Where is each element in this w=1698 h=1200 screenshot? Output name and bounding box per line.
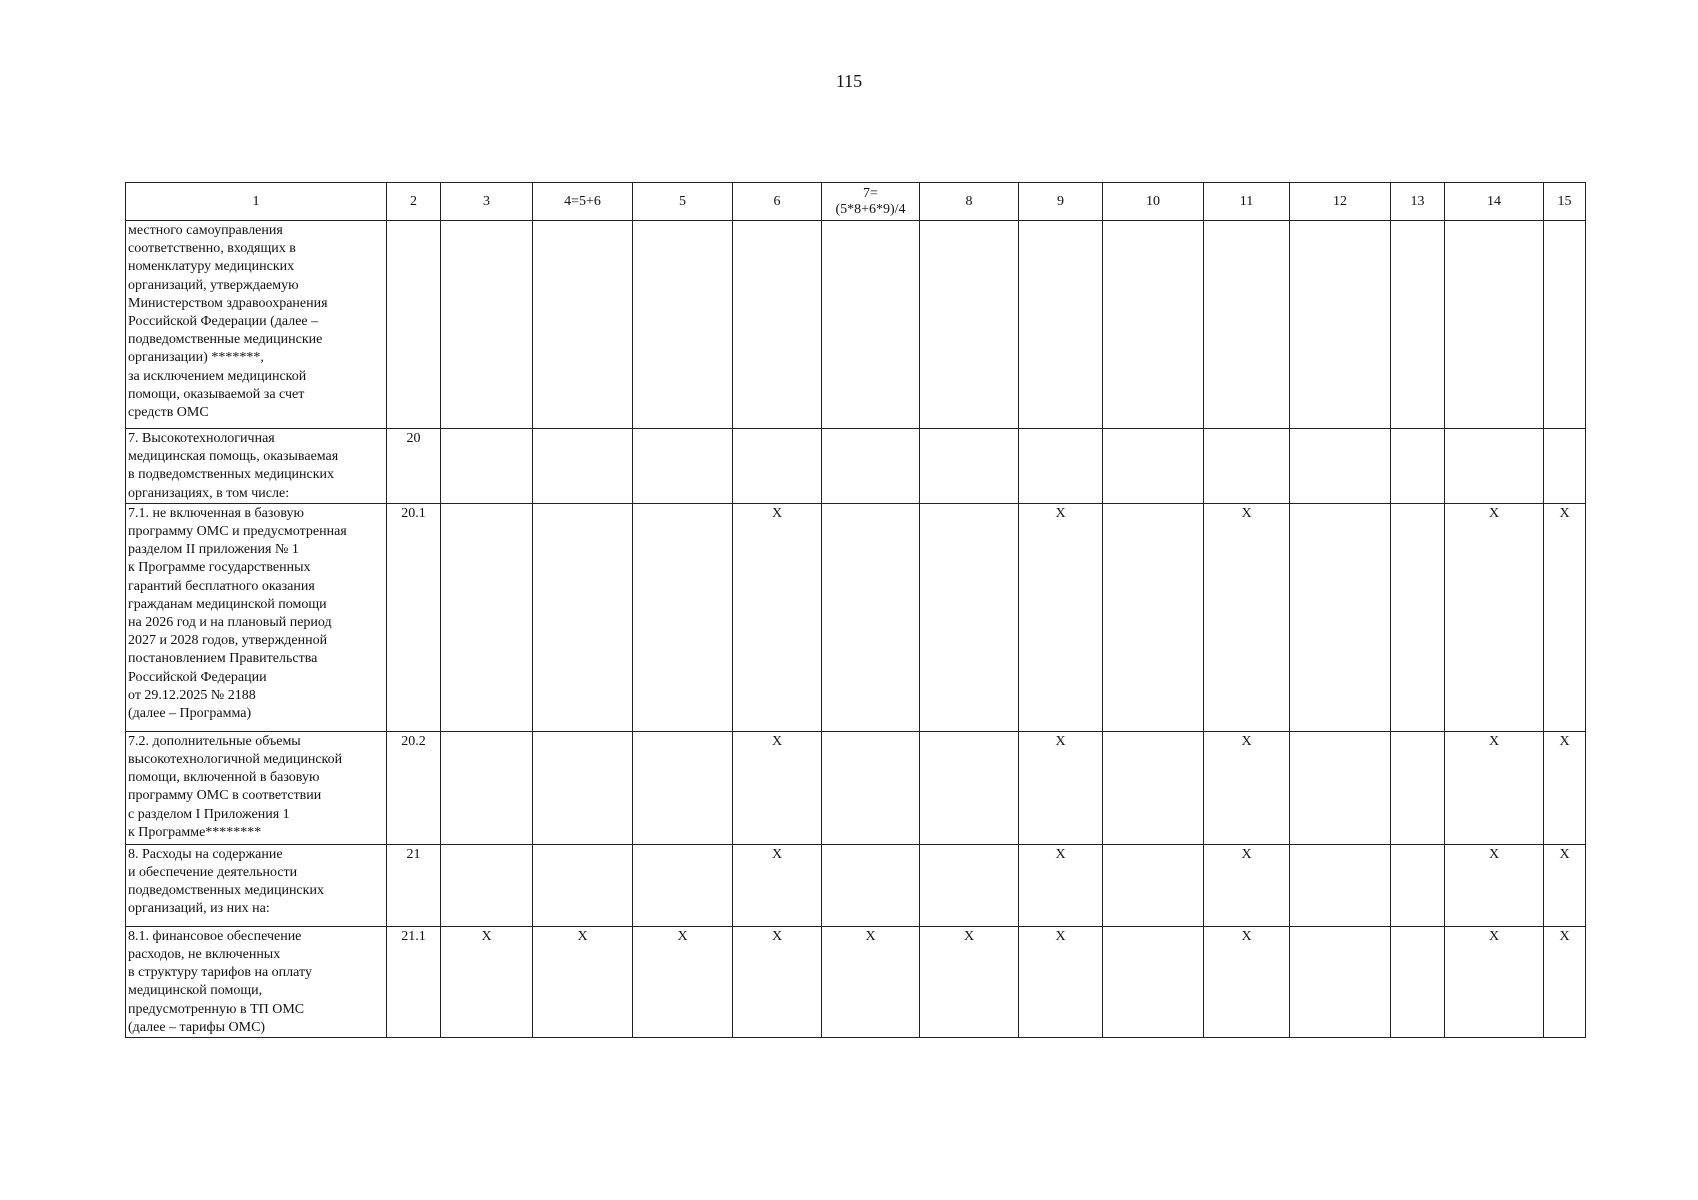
table-cell-col-9: X xyxy=(1019,503,1103,731)
table-row xyxy=(126,503,1586,731)
table-cell-col-11 xyxy=(1204,429,1290,504)
table-cell-col-15 xyxy=(1544,221,1586,429)
table-cell-col-7: X xyxy=(822,926,920,1037)
table-cell-col-6 xyxy=(733,429,822,504)
row-description: 7. Высокотехнологичная медицинская помощь, оказываемая в подведомственных медицинских организациях, в том числе: xyxy=(126,429,387,504)
table-cell-col-5 xyxy=(633,221,733,429)
column-header-5 xyxy=(633,183,733,221)
table-cell-col-10 xyxy=(1103,731,1204,844)
column-header-label: 6 xyxy=(773,193,781,209)
table-cell-col-6: X xyxy=(733,503,822,731)
table-cell-col-13 xyxy=(1391,221,1445,429)
table-cell-col-10 xyxy=(1103,221,1204,429)
column-header-14 xyxy=(1445,183,1544,221)
table-cell-col-14: X xyxy=(1445,926,1544,1037)
column-header-9 xyxy=(1019,183,1103,221)
table-cell-col-13 xyxy=(1391,503,1445,731)
row-code: 20.2 xyxy=(387,731,441,844)
column-header-label: 14 xyxy=(1487,193,1501,209)
column-header-6 xyxy=(733,183,822,221)
column-header-label: 1 xyxy=(252,193,260,209)
table-cell-col-11: X xyxy=(1204,926,1290,1037)
row-description: 7.1. не включенная в базовую программу ОМС и предусмотренная разделом II приложения № 1 к Программе государственных гарантий бесплатного оказания гражданам медицинской помощи на 2026 год и на плановый период 2027 и 2028 годов, утвержденной постановлением Правительства Российской Федерации от 29.12.2025 № 2188 (далее – Программа) xyxy=(126,503,387,731)
column-header-7 xyxy=(822,183,920,221)
table-cell-col-14: X xyxy=(1445,503,1544,731)
table-cell-col-6: X xyxy=(733,844,822,926)
table-cell-col-4 xyxy=(533,503,633,731)
table-cell-col-6 xyxy=(733,221,822,429)
table-cell-col-3 xyxy=(441,503,533,731)
table-cell-col-7 xyxy=(822,844,920,926)
column-header-3 xyxy=(441,183,533,221)
table-cell-col-4 xyxy=(533,844,633,926)
table-cell-col-10 xyxy=(1103,503,1204,731)
column-header-label: 2 xyxy=(410,193,417,209)
table-cell-col-13 xyxy=(1391,844,1445,926)
table-cell-col-11: X xyxy=(1204,844,1290,926)
column-header-label: 9 xyxy=(1057,193,1064,209)
table-cell-col-13 xyxy=(1391,926,1445,1037)
table-cell-col-15: X xyxy=(1544,926,1586,1037)
page-number: 115 xyxy=(835,71,863,91)
table-cell-col-4 xyxy=(533,731,633,844)
column-header-label: 3 xyxy=(483,193,490,209)
table-cell-col-15: X xyxy=(1544,503,1586,731)
table-cell-col-11: X xyxy=(1204,503,1290,731)
table-cell-col-12 xyxy=(1290,221,1391,429)
table-cell-col-14: X xyxy=(1445,844,1544,926)
table-cell-col-12 xyxy=(1290,503,1391,731)
column-header-13 xyxy=(1391,183,1445,221)
table-cell-col-5: X xyxy=(633,926,733,1037)
column-header-2 xyxy=(387,183,441,221)
row-description: 7.2. дополнительные объемы высокотехнологичной медицинской помощи, включенной в базовую программу ОМС в соответствии с разделом I Приложения 1 к Программе******** xyxy=(126,731,387,844)
column-header-label: 8 xyxy=(965,193,973,209)
table-row xyxy=(126,221,1586,429)
column-header-10 xyxy=(1103,183,1204,221)
table-cell-col-6: X xyxy=(733,731,822,844)
table-cell-col-11 xyxy=(1204,221,1290,429)
column-header-1 xyxy=(126,183,387,221)
table-cell-col-13 xyxy=(1391,429,1445,504)
table-cell-col-14 xyxy=(1445,429,1544,504)
row-code: 20.1 xyxy=(387,503,441,731)
column-header-label: 10 xyxy=(1146,193,1160,209)
table-row xyxy=(126,844,1586,926)
data-table xyxy=(125,182,1586,1038)
table-cell-col-7 xyxy=(822,503,920,731)
table-cell-col-15 xyxy=(1544,429,1586,504)
table-cell-col-12 xyxy=(1290,429,1391,504)
column-header-4 xyxy=(533,183,633,221)
column-header-label: 12 xyxy=(1333,193,1347,209)
row-code: 21 xyxy=(387,844,441,926)
table-cell-col-10 xyxy=(1103,429,1204,504)
column-header-8 xyxy=(920,183,1019,221)
table-cell-col-12 xyxy=(1290,844,1391,926)
table-cell-col-7 xyxy=(822,221,920,429)
row-description: местного самоуправления соответственно, входящих в номенклатуру медицинских организаций, утверждаемую Министерством здравоохранения Российской Федерации (далее – подведомственные медицинские организации) *******, за исключением медицинской помощи, оказываемой за счет средств ОМС xyxy=(126,221,387,429)
table-cell-col-15: X xyxy=(1544,844,1586,926)
table-cell-col-8 xyxy=(920,221,1019,429)
table-cell-col-3: X xyxy=(441,926,533,1037)
table-cell-col-12 xyxy=(1290,731,1391,844)
table-cell-col-13 xyxy=(1391,731,1445,844)
table-cell-col-3 xyxy=(441,731,533,844)
table-cell-col-9: X xyxy=(1019,926,1103,1037)
table-cell-col-14 xyxy=(1445,221,1544,429)
column-header-11 xyxy=(1204,183,1290,221)
table-cell-col-8: X xyxy=(920,926,1019,1037)
table-cell-col-7 xyxy=(822,429,920,504)
column-header-label: 7= (5*8+6*9)/4 xyxy=(835,185,906,217)
table-row xyxy=(126,926,1586,1037)
table-cell-col-3 xyxy=(441,429,533,504)
row-description: 8. Расходы на содержание и обеспечение деятельности подведомственных медицинских организаций, из них на: xyxy=(126,844,387,926)
column-header-label: 4=5+6 xyxy=(564,193,601,209)
table-row xyxy=(126,429,1586,504)
table-cell-col-5 xyxy=(633,844,733,926)
table-cell-col-3 xyxy=(441,221,533,429)
table-cell-col-5 xyxy=(633,731,733,844)
table-cell-col-4 xyxy=(533,429,633,504)
table-cell-col-10 xyxy=(1103,926,1204,1037)
table-cell-col-4 xyxy=(533,221,633,429)
header-row xyxy=(126,183,1586,221)
table-cell-col-9: X xyxy=(1019,844,1103,926)
table-cell-col-4: X xyxy=(533,926,633,1037)
table-cell-col-12 xyxy=(1290,926,1391,1037)
table-cell-col-15: X xyxy=(1544,731,1586,844)
table-row xyxy=(126,731,1586,844)
table-cell-col-9: X xyxy=(1019,731,1103,844)
table-cell-col-9 xyxy=(1019,429,1103,504)
table-cell-col-14: X xyxy=(1445,731,1544,844)
column-header-label: 5 xyxy=(679,193,686,209)
table-cell-col-5 xyxy=(633,503,733,731)
table-cell-col-3 xyxy=(441,844,533,926)
table-cell-col-8 xyxy=(920,731,1019,844)
row-description: 8.1. финансовое обеспечение расходов, не включенных в структуру тарифов на оплату медицинской помощи, предусмотренную в ТП ОМС (далее – тарифы ОМС) xyxy=(126,926,387,1037)
row-code: 20 xyxy=(387,429,441,504)
column-header-label: 11 xyxy=(1239,193,1254,209)
table-cell-col-8 xyxy=(920,844,1019,926)
column-header-label: 13 xyxy=(1410,193,1425,209)
table-cell-col-10 xyxy=(1103,844,1204,926)
table-cell-col-6: X xyxy=(733,926,822,1037)
row-code xyxy=(387,221,441,429)
column-header-12 xyxy=(1290,183,1391,221)
table-cell-col-7 xyxy=(822,731,920,844)
column-header-label: 15 xyxy=(1557,193,1572,209)
row-code: 21.1 xyxy=(387,926,441,1037)
table-cell-col-8 xyxy=(920,503,1019,731)
table-cell-col-8 xyxy=(920,429,1019,504)
column-header-15 xyxy=(1544,183,1586,221)
table-cell-col-5 xyxy=(633,429,733,504)
table-cell-col-11: X xyxy=(1204,731,1290,844)
table-cell-col-9 xyxy=(1019,221,1103,429)
